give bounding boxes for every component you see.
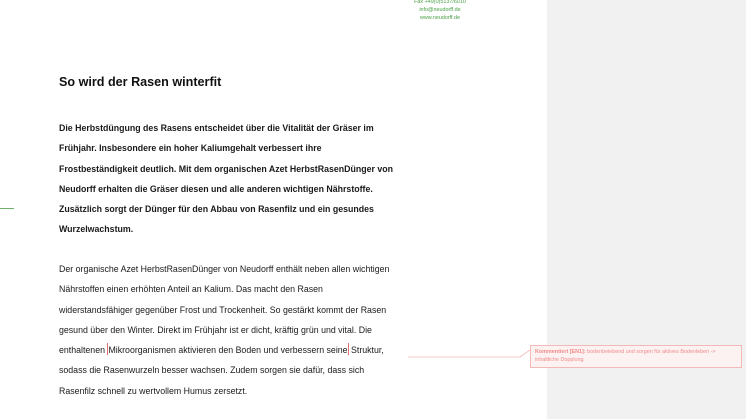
commented-text-range[interactable]: Mikroorganismen aktivieren den Boden und verbessern seine [108, 345, 348, 356]
contact-block [380, 0, 500, 22]
lead-line: Zusätzlich sorgt der Dünger für den Abbau von Rasenfilz und ein gesundes [59, 204, 374, 215]
body-line: sodass die Rasenwurzeln besser wachsen. Zudem sorgen sie dafür, dass sich [59, 365, 365, 376]
lead-line: Frühjahr. Insbesondere ein hoher Kaliumgehalt verbessert ihre [59, 143, 322, 154]
commented-line-before: enthaltenen [59, 345, 108, 356]
body-line: Nährstoffen einen erhöhten Anteil an Kalium. Das macht den Rasen [59, 284, 323, 295]
lead-paragraph [59, 118, 479, 240]
body-line: Rasenfilz schnell zu wertvollem Humus zersetzt. [59, 385, 248, 396]
commented-line [59, 340, 479, 360]
article-heading: So wird der Rasen winterfit [59, 75, 222, 89]
margin-marker [0, 208, 14, 209]
comment-author-label: Kommentiert [EN1]: [535, 349, 586, 355]
contact-web[interactable]: www.neudorff.de [419, 15, 461, 21]
contact-fax: Fax +49(0)5137/6010 [414, 0, 466, 5]
comment-balloon[interactable] [530, 345, 742, 368]
body-paragraph [59, 259, 479, 401]
lead-line: Die Herbstdüngung des Rasens entscheidet über die Vitalität der Gräser im [59, 123, 374, 133]
lead-line: Neudorff erhalten die Gräser diesen und alle anderen wichtigen Nährstoffe. [59, 183, 373, 194]
body-line: widerstandsfähiger gegenüber Frost und Trockenheit. So gestärkt kommt der Rasen [59, 304, 387, 315]
contact-email[interactable]: info@neudorff.de [419, 7, 461, 13]
lead-line: Frostbeständigkeit deutlich. Mit dem organischen Azet HerbstRasenDünger von [59, 163, 394, 174]
lead-line: Wurzelwachstum. [59, 224, 134, 235]
body-line: gesund über den Winter. Direkt im Frühjahr ist er dicht, kräftig grün und vital. Die [59, 324, 372, 335]
body-line: Der organische Azet HerbstRasenDünger von Neudorff enthält neben allen wichtigen [59, 264, 390, 274]
commented-line-after: Struktur, [348, 345, 384, 356]
comment-text: bodenbelebend und sorgen für aktives Bodenleben -> inhaltliche Dopplung [535, 349, 716, 363]
